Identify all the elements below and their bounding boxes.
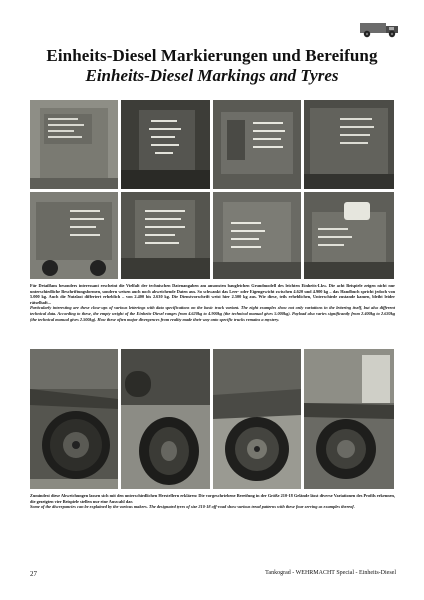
caption-markings-english: Particularly interesting are these close-ups of various letterings with data specifications on the basic truck variant. The eight examples show not only variations in the lettering itself, but also different technical data. According to these, the empty weight of the Einheits-Diesel ranges from 4.620kg to 4.900kg (the technical manual gives 5.000kg). Payload also varies significantly from 2.400kg to 2.630kg (the technical manual gives 2.500kg). How these often major divergences from reality made their way onto specific trucks remains a mystery. (30, 305, 395, 322)
page-title-german: Einheits-Diesel Markierungen und Bereifung (46, 46, 378, 65)
photo-tailgate-4 (304, 100, 394, 189)
corner-truck-image (360, 20, 402, 38)
photo-tailgate-2 (121, 100, 210, 189)
caption-tyres-german: Zumindest diese Abweichungen lassen sich mit den unterschiedlichen Herstellern erklären: Die vorgeschriebene Bereifung in der Größe 210-18 Gelände lässt diverse Variationen des Profils erkennen, die gezeigten vier Beispiele stellen nur eine Auswahl dar. (30, 493, 395, 504)
photo-tyre-3 (213, 349, 301, 489)
photo-tyre-4 (304, 349, 394, 489)
page-title-english: Einheits-Diesel Markings and Tyres (85, 66, 339, 85)
photo-tailgate-6 (121, 192, 210, 279)
page-number: 27 (30, 570, 37, 578)
photo-tailgate-1 (30, 100, 118, 189)
photo-tyre-1 (30, 349, 118, 489)
photo-tailgate-8 (304, 192, 394, 279)
photo-tyre-2 (121, 349, 210, 489)
photo-tailgate-7 (213, 192, 301, 279)
caption-markings-german: Für Detailfans besonders interessant erscheint die Vielfalt der technischen Datenangaben am ansonsten baugleichen Grundmodell des leichten Einheits-Lkw. Die acht Beispiele zeigen nicht nur unterschiedliche Beschriftungsformen, sondern weisen auch noch abweichende Daten aus. So schwankt das Leer- oder Eigengewicht zwischen 4.620 und 4.900 kg – das Handbuch spricht jedoch von 5.000 kg. Auch die Nutzlast differiert erheblich – von 2.400 bis 2.630 kg. Die Dienstvorschrift weist hier 2.500 kg aus. Wie diese, teils erheblichen, Unterschiede zustande kamen, bleibt leider rätselhaft... (30, 283, 395, 305)
caption-markings (30, 283, 395, 322)
caption-tyres-english: Some of the discrepancies can be explained by the various makers. The designated tyres of size 210-18 off-road show various tread patterns with these four serving as examples thereof. (30, 504, 355, 510)
footer-publication: Tankograd - WEHRMACHT Special - Einheits-Diesel (265, 570, 396, 576)
caption-tyres (30, 493, 395, 510)
photo-tailgate-3 (213, 100, 301, 189)
photo-tailgate-5 (30, 192, 118, 279)
